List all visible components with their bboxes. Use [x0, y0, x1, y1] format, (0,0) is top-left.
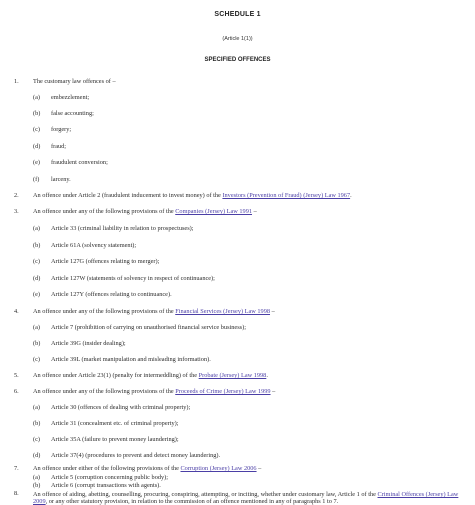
schedule-title: SCHEDULE 1	[214, 11, 261, 18]
sub-label: (c)	[33, 436, 40, 443]
item-text: An offence of aiding, abetting, counselling, procuring, conspiring, attempting, or inciting, whether under customary law, Article 1 of the	[33, 491, 378, 498]
sub-label: (c)	[33, 356, 40, 363]
item-text-end: –	[252, 208, 257, 215]
law-link[interactable]: Probate (Jersey) Law 1998	[198, 372, 267, 379]
law-link[interactable]: Proceeds of Crime (Jersey) Law 1999	[175, 388, 271, 395]
sub-text: Article 31 (concealment etc. of criminal property);	[51, 420, 179, 427]
sub-label: (a)	[33, 474, 40, 481]
sub-text: forgery;	[51, 126, 72, 133]
sub-label: (d)	[33, 452, 41, 459]
sub-label: (a)	[33, 324, 40, 331]
item-text-end: .	[266, 372, 268, 379]
item-text: An offence under any of the following provisions of the	[33, 388, 176, 395]
item-text: An offence under any of the following provisions of the	[33, 308, 176, 315]
law-link[interactable]: Investors (Prevention of Fraud) (Jersey) Law 1967	[222, 192, 351, 199]
item-text-end: –	[270, 388, 276, 395]
item-number: 5.	[14, 372, 19, 379]
sub-label: (c)	[33, 258, 40, 265]
sub-text: false accounting;	[51, 110, 94, 117]
item-text: The customary law offences of –	[33, 78, 116, 85]
sub-label: (d)	[33, 275, 41, 282]
section-heading: SPECIFIED OFFENCES	[204, 57, 271, 63]
item-text: An offence under any of the following provisions of the	[33, 208, 176, 215]
sub-label: (a)	[33, 94, 40, 101]
item-number: 4.	[14, 308, 19, 315]
sub-text: Article 39G (insider dealing);	[51, 340, 126, 347]
law-link[interactable]: Companies (Jersey) Law 1991	[175, 208, 253, 215]
sub-label: (f)	[33, 176, 40, 183]
item-text-end: .	[350, 192, 352, 199]
sub-text: Article 33 (criminal liability in relation to prospectuses);	[51, 225, 194, 232]
sub-text: embezzlement;	[51, 94, 90, 101]
sub-label: (d)	[33, 143, 41, 150]
item-number: 6.	[14, 388, 19, 395]
sub-text: fraudulent conversion;	[51, 159, 108, 166]
item-number: 8.	[14, 490, 19, 497]
item-number: 3.	[14, 208, 19, 215]
sub-text: Article 61A (solvency statement);	[51, 242, 137, 249]
sub-text: Article 6 (corrupt transactions with agents).	[51, 482, 161, 489]
sub-label: (b)	[33, 242, 41, 249]
item-text: An offence under Article 23(1) (penalty for intermeddling) of the	[33, 372, 199, 379]
sub-text: Article 127W (statements of solvency in respect of continuance);	[51, 275, 215, 282]
sub-text: fraud;	[51, 143, 67, 150]
item-number: 1.	[14, 78, 19, 85]
sub-label: (c)	[33, 126, 40, 133]
sub-text: larceny.	[51, 176, 71, 183]
item-text: An offence under Article 2 (fraudulent inducement to invest money) of the	[33, 192, 223, 199]
sub-label: (b)	[33, 420, 41, 427]
item-number: 2.	[14, 192, 19, 199]
sub-text: Article 37(4) (procedures to prevent and detect money laundering).	[51, 452, 221, 459]
sub-text: Article 5 (corruption concerning public body);	[51, 474, 168, 481]
sub-text: Article 35A (failure to prevent money laundering);	[51, 436, 179, 443]
sub-text: Article 39L (market manipulation and misleading information).	[51, 356, 211, 363]
item-text: An offence under either of the following provisions of the	[33, 465, 181, 472]
sub-label: (a)	[33, 404, 40, 411]
sub-text: Article 7 (prohibition of carrying on unauthorised financial service business);	[51, 324, 246, 331]
sub-text: Article 127G (offences relating to merger);	[51, 258, 160, 265]
item-text-end: –	[256, 465, 262, 472]
sub-label: (e)	[33, 291, 40, 298]
law-link[interactable]: Financial Services (Jersey) Law 1998	[175, 308, 271, 315]
sub-label: (a)	[33, 225, 40, 232]
law-link[interactable]: Corruption (Jersey) Law 2006	[180, 465, 257, 472]
law-link[interactable]: Criminal Offences (Jersey) Law 2009	[33, 491, 459, 505]
item-text-end: , or any other statutory provision, in relation to the commission of an offence mentioned in any of paragraphs 1 to 7.	[45, 498, 339, 505]
sub-label: (b)	[33, 482, 41, 489]
item-text-end: –	[270, 308, 275, 315]
sub-label: (e)	[33, 159, 40, 166]
item-number: 7.	[14, 465, 19, 472]
sub-label: (b)	[33, 340, 41, 347]
sub-text: Article 127Y (offences relating to continuance).	[51, 291, 172, 298]
schedule-subtitle: (Article 1(1))	[222, 36, 253, 42]
sub-text: Article 30 (offences of dealing with criminal property);	[51, 404, 191, 411]
sub-label: (b)	[33, 110, 41, 117]
